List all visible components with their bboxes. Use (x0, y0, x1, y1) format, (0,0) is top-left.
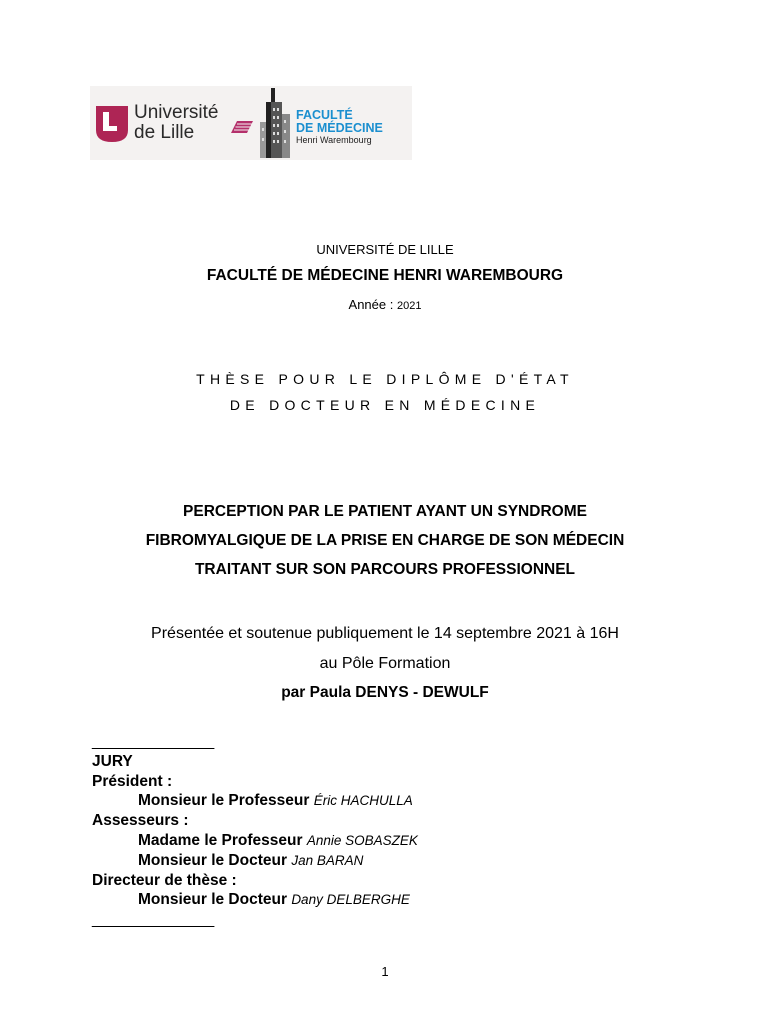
university-name: UNIVERSITÉ DE LILLE (316, 242, 454, 257)
assessor-entry (92, 831, 418, 851)
page-number: 1 (381, 964, 389, 979)
universite-de-lille-logo-icon (96, 106, 128, 142)
thesis-title-line: PERCEPTION PAR LE PATIENT AYANT UN SYNDROME (183, 503, 587, 520)
assessor1-name: Annie SOBASZEK (306, 832, 418, 848)
president-entry (92, 791, 418, 811)
faculte-de-medecine-wordmark (296, 109, 383, 146)
director-entry (92, 890, 418, 910)
univ-logo-line1: Université (134, 102, 219, 123)
director-label: Directeur de thèse : (92, 871, 237, 889)
author-name: par Paula DENYS - DEWULF (281, 684, 489, 701)
fac-logo-line2: DE MÉDECINE (296, 121, 383, 135)
assessor2-name: Jan BARAN (291, 852, 364, 868)
fac-logo-line3: Henri Warembourg (296, 135, 372, 145)
jury-heading: JURY (92, 752, 133, 770)
president-name: Éric HACHULLA (313, 793, 413, 809)
faculty-name: FACULTÉ DE MÉDECINE HENRI WAREMBOURG (206, 267, 564, 284)
academic-year (0, 297, 770, 312)
director-title: Monsieur le Docteur (138, 891, 287, 909)
assessors-label: Assesseurs : (92, 812, 189, 830)
thesis-title (0, 497, 770, 584)
year-separator: : (386, 297, 397, 312)
president-label: Président : (92, 772, 173, 790)
fac-logo-line1: FACULTÉ (296, 108, 353, 122)
thesis-title-line: TRAITANT SUR SON PARCOURS PROFESSIONNEL (194, 561, 576, 578)
assessor2-title: Monsieur le Docteur (138, 851, 287, 869)
director-name: Dany DELBERGHE (291, 892, 410, 908)
defense-location: au Pôle Formation (319, 655, 451, 672)
jury-bottom-rule: _______________ (92, 911, 214, 929)
year-label: Année (348, 297, 387, 312)
logo-band (90, 86, 412, 160)
assessor-entry (92, 851, 418, 871)
year-value: 2021 (396, 300, 422, 312)
assessor1-title: Madame le Professeur (138, 831, 303, 849)
thesis-title-line: FIBROMYALGIQUE DE LA PRISE EN CHARGE DE SON MÉDECIN (145, 532, 625, 549)
thesis-type-line1: THÈSE POUR LE DIPLÔME D'ÉTAT (196, 371, 574, 387)
faculty-building-icon (258, 88, 292, 158)
thesis-type-line2: DE DOCTEUR EN MÉDECINE (229, 397, 541, 413)
jury-section (92, 732, 418, 930)
president-title: Monsieur le Professeur (138, 792, 310, 810)
diagonal-divider-icon (231, 121, 253, 133)
universite-de-lille-wordmark (134, 103, 218, 143)
univ-logo-line2: de Lille (134, 122, 195, 143)
jury-top-rule: _______________ (92, 733, 214, 750)
defense-date: Présentée et soutenue publiquement le 14 septembre 2021 à 16H (151, 625, 619, 642)
